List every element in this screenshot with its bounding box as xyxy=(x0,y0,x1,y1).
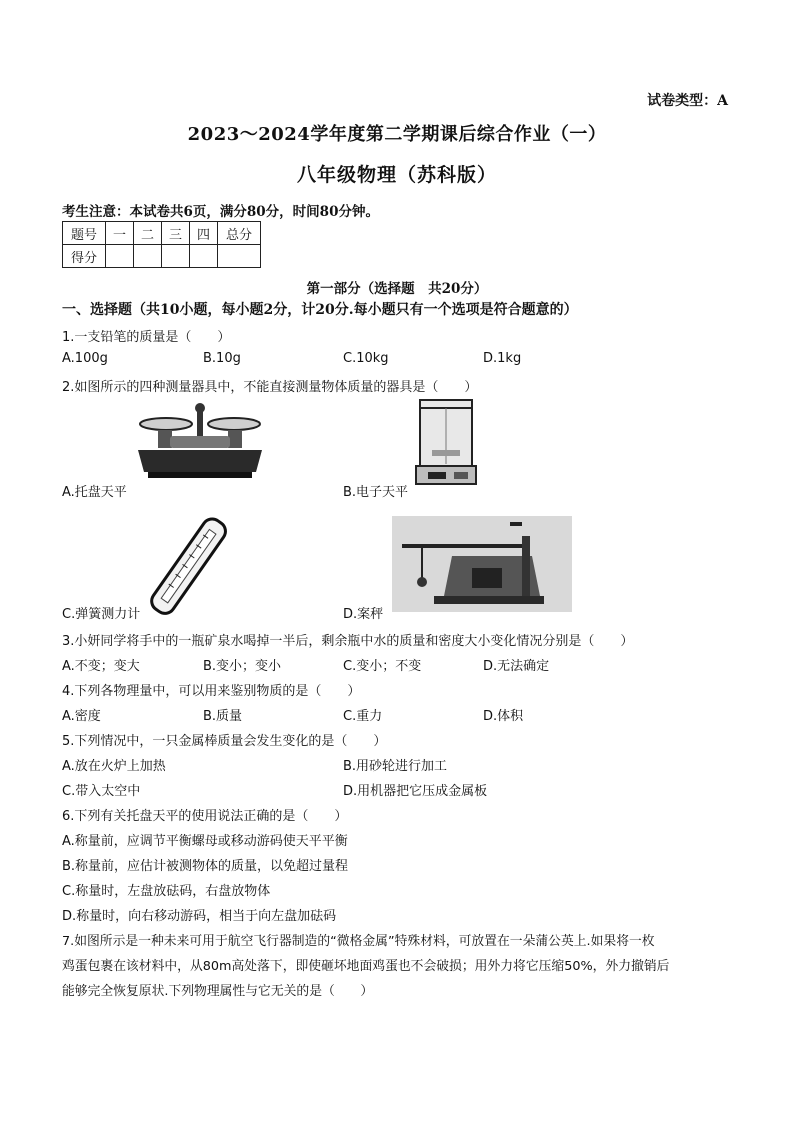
q5-option-b[interactable]: B.用砂轮进行加工 xyxy=(343,759,448,774)
q5-option-d[interactable]: D.用机器把它压成金属板 xyxy=(343,784,488,799)
q7-stem-line-2: 鸡蛋包裹在该材料中，从80m高处落下，即使砸坏地面鸡蛋也不会破损；用外力将它压缩50%，外力撤销后 xyxy=(62,959,670,974)
q3-option-c[interactable]: C.变小；不变 xyxy=(343,659,422,674)
q6-option-a[interactable]: A.称量前，应调节平衡螺母或移动游码使天平平衡 xyxy=(62,834,348,849)
q2-option-b[interactable]: B.电子天平 xyxy=(343,485,409,500)
score-input-cell[interactable] xyxy=(134,245,162,268)
q1-option-b[interactable]: B.10g xyxy=(203,351,241,366)
q3-option-d[interactable]: D.无法确定 xyxy=(483,659,550,674)
spring-scale-image xyxy=(142,512,234,622)
q1-option-d[interactable]: D.1kg xyxy=(483,351,522,366)
q2-option-d[interactable]: D.案秤 xyxy=(343,607,384,622)
tray-balance-image xyxy=(130,400,270,482)
q1-option-a[interactable]: A.100g xyxy=(62,351,108,366)
q4-stem: 4.下列各物理量中，可以用来鉴别物质的是（ ） xyxy=(62,684,361,699)
score-input-cell[interactable] xyxy=(162,245,190,268)
q4-option-b[interactable]: B.质量 xyxy=(203,709,243,724)
q5-stem: 5.下列情况中，一只金属棒质量会发生变化的是（ ） xyxy=(62,734,387,749)
q6-stem: 6.下列有关托盘天平的使用说法正确的是（ ） xyxy=(62,809,348,824)
q6-option-b[interactable]: B.称量前，应估计被测物体的质量，以免超过量程 xyxy=(62,859,349,874)
score-cell: 得分 xyxy=(63,245,106,268)
score-cell: 四 xyxy=(190,222,218,245)
score-table-header-row xyxy=(63,222,261,245)
q5-option-a[interactable]: A.放在火炉上加热 xyxy=(62,759,166,774)
part-heading: 第一部分（选择题 共20分） xyxy=(306,281,488,297)
score-cell: 题号 xyxy=(63,222,106,245)
q2-option-c[interactable]: C.弹簧测力计 xyxy=(62,607,141,622)
score-input-cell[interactable] xyxy=(190,245,218,268)
electronic-balance-image xyxy=(414,398,478,490)
score-cell: 总分 xyxy=(218,222,261,245)
score-input-cell[interactable] xyxy=(106,245,134,268)
score-input-cell[interactable] xyxy=(218,245,261,268)
score-cell: 一 xyxy=(106,222,134,245)
q5-option-c[interactable]: C.带入太空中 xyxy=(62,784,141,799)
q4-option-d[interactable]: D.体积 xyxy=(483,709,524,724)
q3-stem: 3.小妍同学将手中的一瓶矿泉水喝掉一半后，剩余瓶中水的质量和密度大小变化情况分别是（ ） xyxy=(62,634,634,649)
q6-option-c[interactable]: C.称量时，左盘放砝码，右盘放物体 xyxy=(62,884,271,899)
q7-stem-line-1: 7.如图所示是一种未来可用于航空飞行器制造的“微格金属”特殊材料，可放置在一朵蒲公英上.如果将一枚 xyxy=(62,934,655,949)
q3-option-b[interactable]: B.变小；变小 xyxy=(203,659,282,674)
q1-stem: 1.一支铅笔的质量是（ ） xyxy=(62,330,231,345)
score-cell: 二 xyxy=(134,222,162,245)
q2-option-a[interactable]: A.托盘天平 xyxy=(62,485,127,500)
q4-option-c[interactable]: C.重力 xyxy=(343,709,383,724)
section-heading: 一、选择题（共10小题，每小题2分，计20分.每小题只有一个选项是符合题意的） xyxy=(62,302,578,318)
q6-option-d[interactable]: D.称量时，向右移动游码，相当于向左盘加砝码 xyxy=(62,909,337,924)
q7-stem-line-3: 能够完全恢复原状.下列物理属性与它无关的是（ ） xyxy=(62,984,374,999)
score-cell: 三 xyxy=(162,222,190,245)
platform-scale-image xyxy=(392,516,572,612)
exam-title: 2023～2024学年度第二学期课后综合作业（一） xyxy=(187,124,607,145)
q4-option-a[interactable]: A.密度 xyxy=(62,709,101,724)
score-table-score-row xyxy=(63,245,261,268)
q3-option-a[interactable]: A.不变；变大 xyxy=(62,659,140,674)
score-table xyxy=(62,221,261,268)
q2-stem: 2.如图所示的四种测量器具中，不能直接测量物体质量的器具是（ ） xyxy=(62,380,478,395)
exam-subtitle: 八年级物理（苏科版） xyxy=(296,164,497,186)
q1-option-c[interactable]: C.10kg xyxy=(343,351,389,366)
exam-notice: 考生注意：本试卷共6页，满分80分，时间80分钟。 xyxy=(62,204,379,220)
paper-type: 试卷类型：A xyxy=(647,93,728,109)
